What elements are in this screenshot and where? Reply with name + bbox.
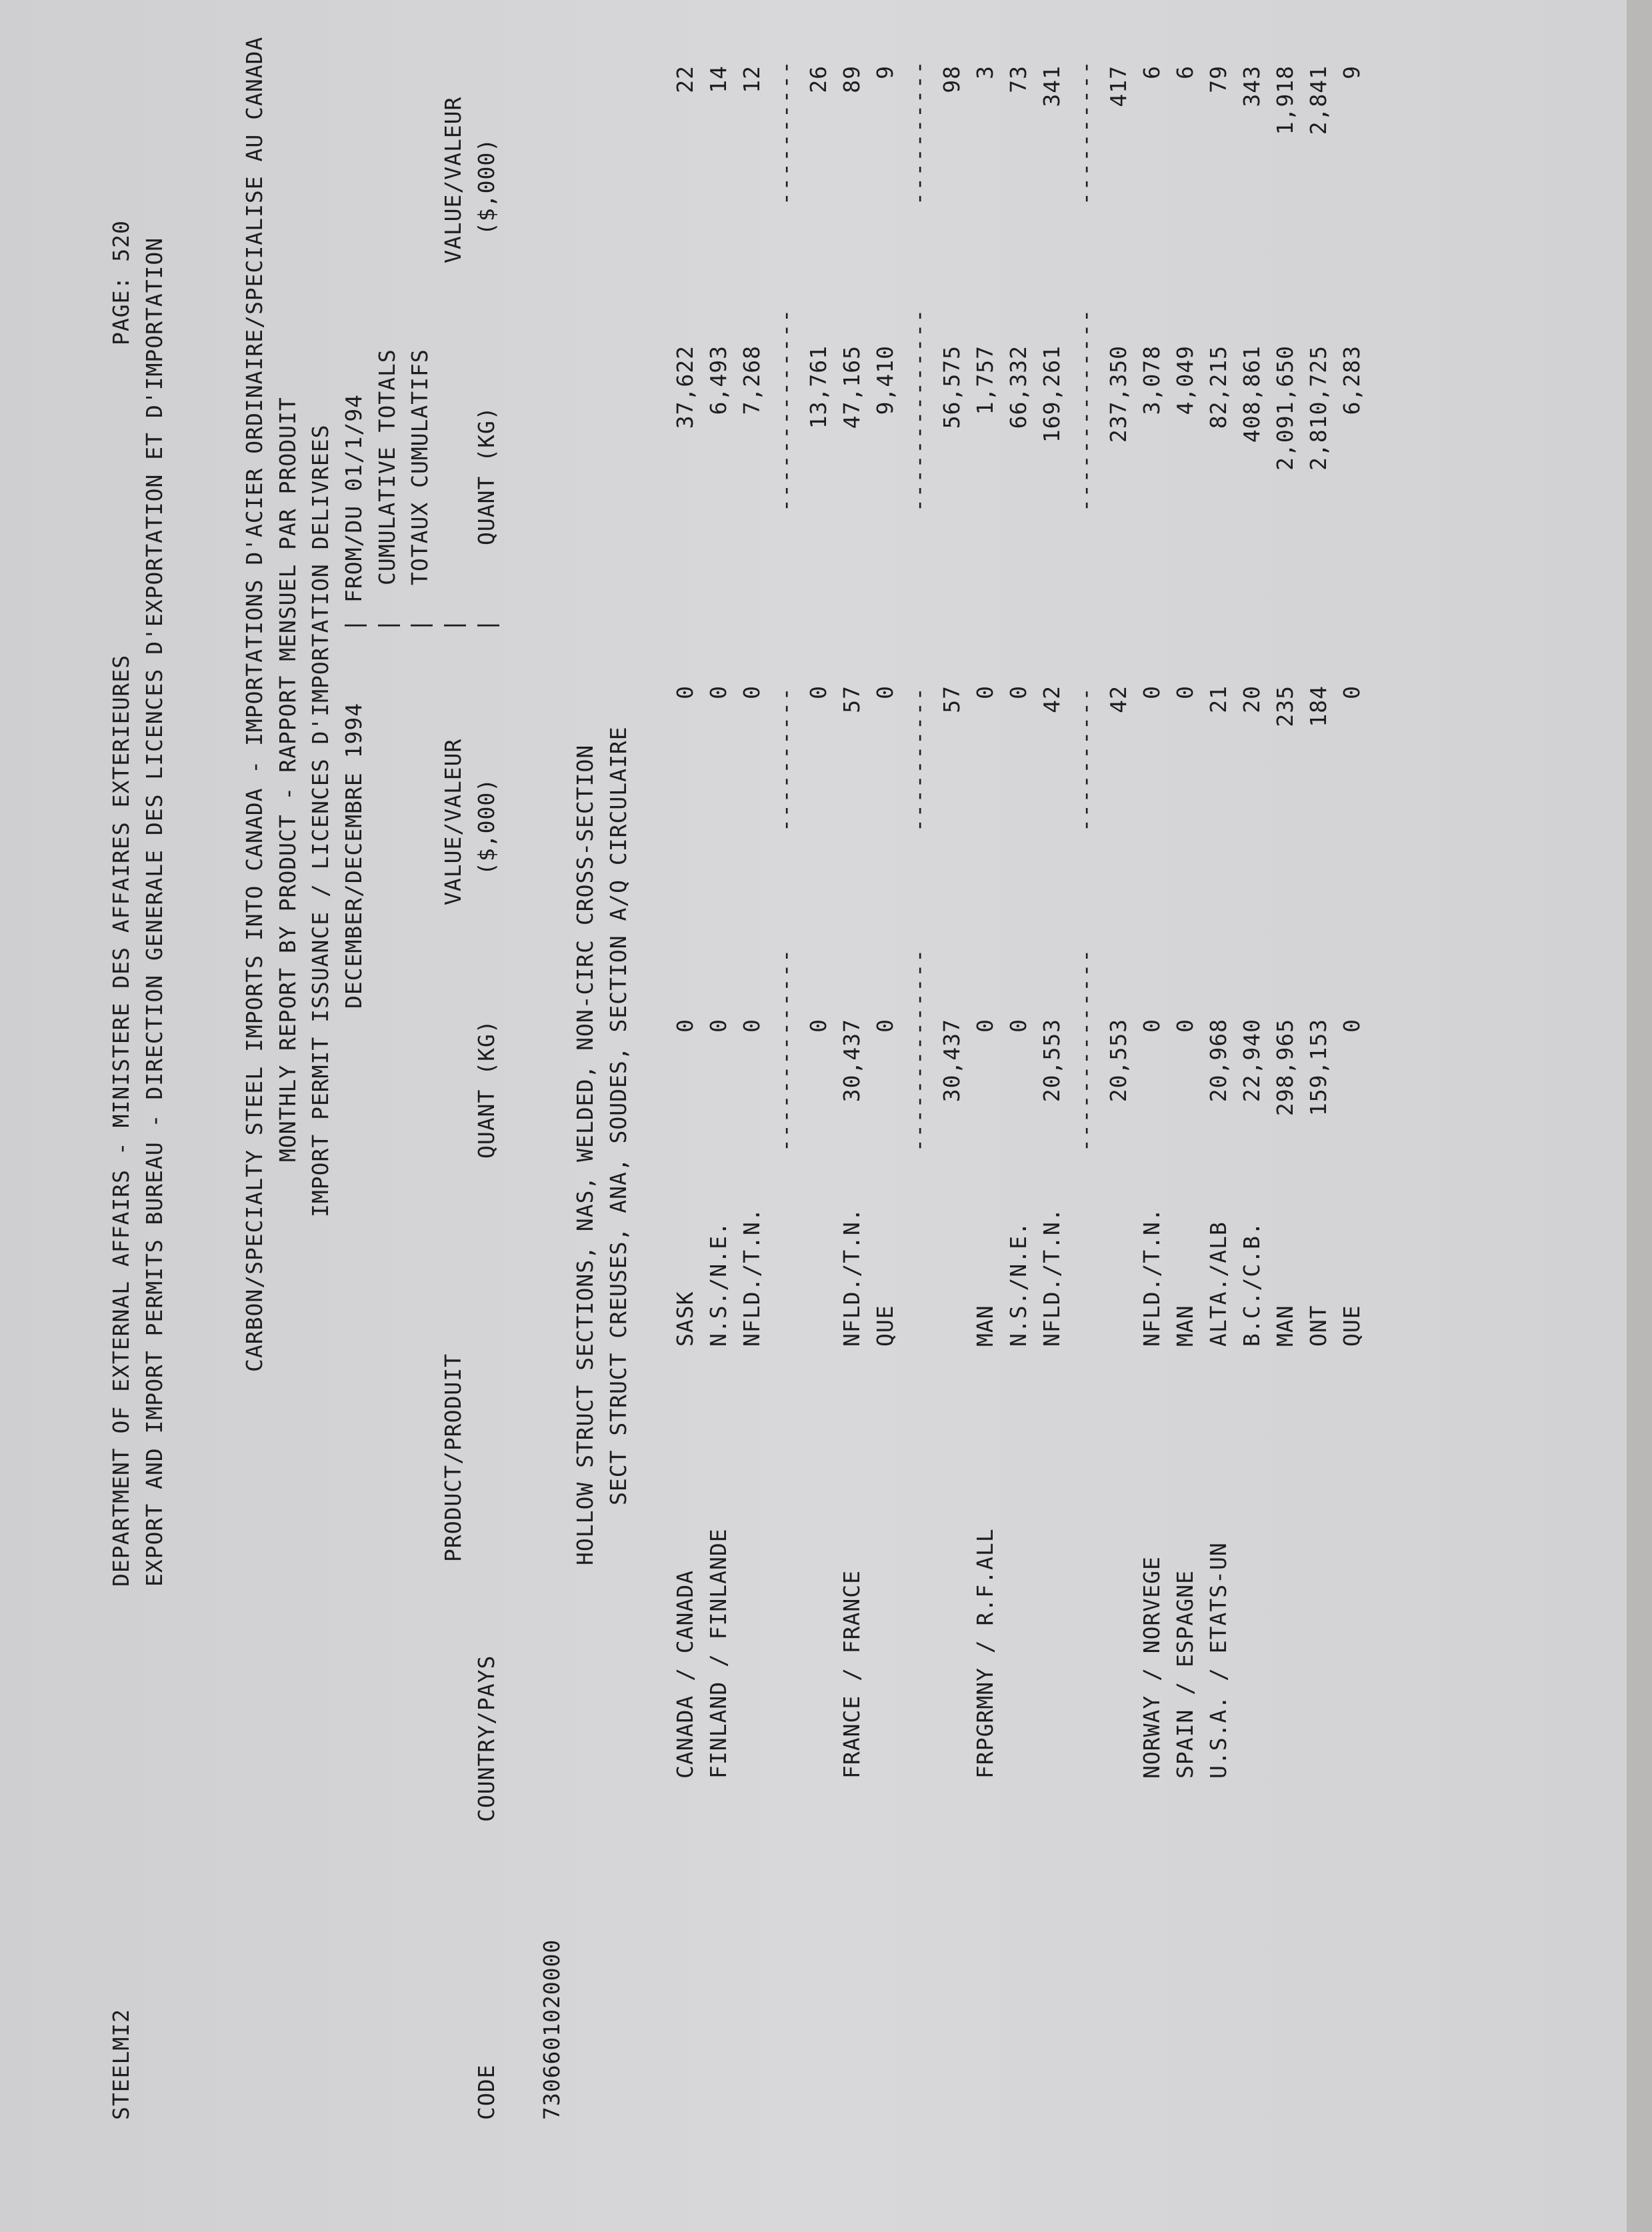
subtotal-quant: 30,437 xyxy=(939,1019,965,1103)
province-cell: ONT xyxy=(1305,1305,1331,1347)
subtotal-rule: ---------- xyxy=(1072,59,1098,205)
province-cell: NFLD./T.N. xyxy=(1139,1207,1165,1347)
quant-cell: 30,437 xyxy=(839,1019,865,1103)
country-cell: CANADA / CANADA xyxy=(672,1569,698,1779)
cum-quant-cell: 9,410 xyxy=(872,345,898,415)
value-cell: 0 xyxy=(1339,685,1365,699)
page-number: PAGE: 520 xyxy=(108,220,134,345)
value-cell: 0 xyxy=(672,685,698,699)
column-quant: QUANT (KG) xyxy=(473,1019,499,1159)
cum-quant-cell: 66,332 xyxy=(1005,345,1031,429)
quant-cell: 0 xyxy=(972,1019,998,1033)
subtotal-cum-quant: 13,761 xyxy=(805,345,831,429)
country-cell: FINLAND / FINLANDE xyxy=(705,1528,731,1779)
subtotal-rule: -------------- xyxy=(772,947,798,1152)
country-cell: FRANCE / FRANCE xyxy=(839,1569,865,1779)
report-month: DECEMBER/DECEMBRE 1994 xyxy=(341,702,367,1009)
subtotal-rule: -------------- xyxy=(1072,307,1098,512)
quant-cell: 0 xyxy=(1339,1019,1365,1033)
cum-value-cell: 9 xyxy=(1339,65,1365,79)
province-cell: NFLD./T.N. xyxy=(1039,1207,1065,1347)
product-description-en: HOLLOW STRUCT SECTIONS, NAS, WELDED, NON-CIRC CROSS-SECTION xyxy=(572,744,598,1565)
subtotal-rule: -------------- xyxy=(1072,947,1098,1152)
cum-value-cell: 6 xyxy=(1139,65,1165,79)
subtotal-quant: 20,553 xyxy=(1105,1019,1131,1103)
cum-quant-cell: 3,078 xyxy=(1139,345,1165,415)
product-code: 7306601020000 xyxy=(539,1939,565,2120)
cum-quant-cell: 82,215 xyxy=(1205,345,1231,429)
cum-quant-cell: 6,493 xyxy=(705,345,731,415)
report-id: STEELMI2 xyxy=(108,2009,134,2120)
column-cum-value-bottom: ($,000) xyxy=(473,137,499,235)
country-cell: NORWAY / NORVEGE xyxy=(1139,1556,1165,1779)
cum-quant-cell: 7,268 xyxy=(739,345,765,415)
province-cell: NFLD./T.N. xyxy=(839,1207,865,1347)
cum-quant-cell: 6,283 xyxy=(1339,345,1365,415)
report-subtitle: MONTHLY REPORT BY PRODUCT - RAPPORT MENSUEL PAR PRODUIT xyxy=(275,397,301,1162)
cum-value-cell: 343 xyxy=(1239,65,1265,107)
separator-bar: | xyxy=(440,618,466,632)
column-value-bottom: ($,000) xyxy=(473,777,499,875)
province-cell: SASK xyxy=(672,1291,698,1347)
country-cell: SPAIN / ESPAGNE xyxy=(1172,1569,1198,1779)
cum-quant-cell: 1,757 xyxy=(972,345,998,415)
value-cell: 21 xyxy=(1205,685,1231,713)
subtotal-cum-value: 26 xyxy=(805,65,831,93)
column-value-top: VALUE/VALEUR xyxy=(440,738,466,905)
quant-cell: 0 xyxy=(872,1019,898,1033)
column-cum-quant: QUANT (KG) xyxy=(473,406,499,545)
value-cell: 0 xyxy=(1005,685,1031,699)
subtotal-rule: ---------- xyxy=(905,686,931,832)
quant-cell: 298,965 xyxy=(1272,1019,1298,1117)
cum-value-cell: 6 xyxy=(1172,65,1198,79)
province-cell: MAN xyxy=(1272,1305,1298,1347)
cumulative-totals-en: CUMULATIVE TOTALS xyxy=(374,349,400,585)
cum-value-cell: 12 xyxy=(739,65,765,93)
cumulative-totals-fr: TOTAUX CUMULATIFS xyxy=(407,349,433,585)
value-cell: 0 xyxy=(1172,685,1198,699)
province-cell: MAN xyxy=(972,1305,998,1347)
subtotal-cum-value: 98 xyxy=(939,65,965,93)
province-cell: ALTA./ALB xyxy=(1205,1221,1231,1347)
cum-quant-cell: 47,165 xyxy=(839,345,865,429)
cum-value-cell: 14 xyxy=(705,65,731,93)
value-cell: 0 xyxy=(1139,685,1165,699)
quant-cell: 0 xyxy=(1172,1019,1198,1033)
department-line: DEPARTMENT OF EXTERNAL AFFAIRS - MINISTERE DES AFFAIRES EXTERIEURES xyxy=(108,654,134,1587)
quant-cell: 0 xyxy=(1005,1019,1031,1033)
cum-quant-cell: 2,810,725 xyxy=(1305,345,1331,471)
subtotal-value: 42 xyxy=(1105,685,1131,713)
separator-bar: | xyxy=(473,618,499,632)
subtotal-quant: 0 xyxy=(805,1019,831,1033)
value-cell: 0 xyxy=(872,685,898,699)
subtotal-cum-value: 417 xyxy=(1105,65,1131,107)
subtotal-rule: ---------- xyxy=(772,686,798,832)
quant-cell: 0 xyxy=(705,1019,731,1033)
cum-quant-cell: 408,861 xyxy=(1239,345,1265,443)
value-cell: 57 xyxy=(839,685,865,713)
column-product: PRODUCT/PRODUIT xyxy=(440,1353,466,1562)
cum-value-cell: 73 xyxy=(1005,65,1031,93)
province-cell: MAN xyxy=(1172,1305,1198,1347)
quant-cell: 20,553 xyxy=(1039,1019,1065,1103)
from-date: FROM/DU 01/1/94 xyxy=(341,393,367,603)
country-cell: U.S.A. / ETATS-UN xyxy=(1205,1542,1231,1779)
subtotal-cum-quant: 237,350 xyxy=(1105,345,1131,443)
cum-value-cell: 2,841 xyxy=(1305,65,1331,135)
value-cell: 0 xyxy=(972,685,998,699)
country-cell: FRPGRMNY / R.F.ALL xyxy=(972,1528,998,1779)
subtotal-rule: -------------- xyxy=(905,307,931,512)
quant-cell: 0 xyxy=(672,1019,698,1033)
column-code: CODE xyxy=(473,2064,499,2120)
cum-value-cell: 3 xyxy=(972,65,998,79)
separator-bar: | xyxy=(407,618,433,632)
cum-quant-cell: 2,091,650 xyxy=(1272,345,1298,471)
province-cell: QUE xyxy=(872,1305,898,1347)
value-cell: 235 xyxy=(1272,685,1298,727)
bureau-line: EXPORT AND IMPORT PERMITS BUREAU - DIRECTION GENERALE DES LICENCES D'EXPORTATION ET D'IMPORTATION xyxy=(141,237,167,1587)
cum-quant-cell: 169,261 xyxy=(1039,345,1065,443)
province-cell: QUE xyxy=(1339,1305,1365,1347)
report-title: CARBON/SPECIALTY STEEL IMPORTS INTO CANADA - IMPORTATIONS D'ACIER ORDINAIRE/SPECIALISE AU CANADA xyxy=(241,36,267,1372)
quant-cell: 20,968 xyxy=(1205,1019,1231,1103)
product-description-fr: SECT STRUCT CREUSES, ANA, SOUDES, SECTION A/Q CIRCULAIRE xyxy=(605,726,631,1505)
cum-value-cell: 1,918 xyxy=(1272,65,1298,135)
subtotal-rule: ---------- xyxy=(905,59,931,205)
column-cum-value-top: VALUE/VALEUR xyxy=(440,96,466,263)
subtotal-cum-quant: 56,575 xyxy=(939,345,965,429)
subtotal-rule: -------------- xyxy=(772,307,798,512)
cum-value-cell: 89 xyxy=(839,65,865,93)
subtotal-rule: ---------- xyxy=(1072,686,1098,832)
quant-cell: 22,940 xyxy=(1239,1019,1265,1103)
value-cell: 184 xyxy=(1305,685,1331,727)
province-cell: N.S./N.E. xyxy=(705,1221,731,1347)
province-cell: B.C./C.B. xyxy=(1239,1221,1265,1347)
province-cell: N.S./N.E. xyxy=(1005,1221,1031,1347)
value-cell: 42 xyxy=(1039,685,1065,713)
permit-issuance-line: IMPORT PERMIT ISSUANCE / LICENCES D'IMPORTATION DELIVREES xyxy=(307,424,333,1217)
cum-quant-cell: 4,049 xyxy=(1172,345,1198,415)
value-cell: 20 xyxy=(1239,685,1265,713)
cum-quant-cell: 37,622 xyxy=(672,345,698,429)
value-cell: 0 xyxy=(739,685,765,699)
value-cell: 0 xyxy=(705,685,731,699)
province-cell: NFLD./T.N. xyxy=(739,1207,765,1347)
cum-value-cell: 79 xyxy=(1205,65,1231,93)
cum-value-cell: 22 xyxy=(672,65,698,93)
quant-cell: 0 xyxy=(1139,1019,1165,1033)
subtotal-rule: -------------- xyxy=(905,947,931,1152)
cum-value-cell: 341 xyxy=(1039,65,1065,107)
separator-bar: | xyxy=(374,618,400,632)
column-country: COUNTRY/PAYS xyxy=(473,1655,499,1822)
subtotal-rule: ---------- xyxy=(772,59,798,205)
quant-cell: 0 xyxy=(739,1019,765,1033)
cum-value-cell: 9 xyxy=(872,65,898,79)
separator-bar: | xyxy=(341,618,367,632)
subtotal-value: 0 xyxy=(805,685,831,699)
subtotal-value: 57 xyxy=(939,685,965,713)
quant-cell: 159,153 xyxy=(1305,1019,1331,1117)
